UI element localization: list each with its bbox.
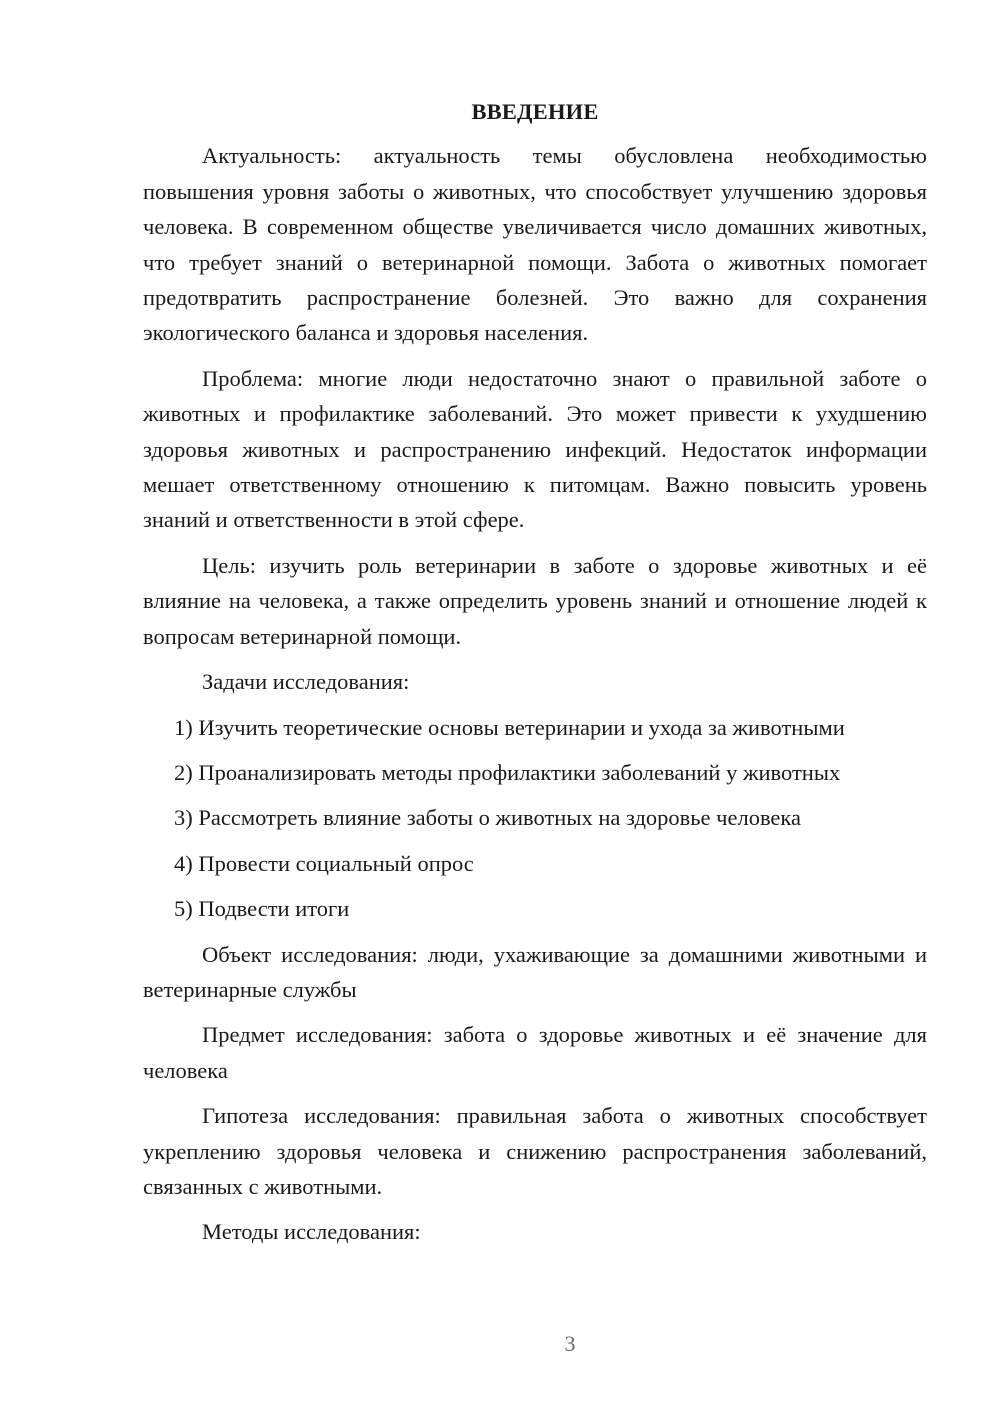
list-item-task-5: 5) Подвести итоги xyxy=(174,896,350,922)
list-item-task-3: 3) Рассмотреть влияние заботы о животных на здоровье человека xyxy=(174,805,802,831)
tasks-heading: Задачи исследования: xyxy=(202,669,410,695)
list-item-task-1: 1) Изучить теоретические основы ветеринарии и ухода за животными xyxy=(174,714,845,740)
paragraph-hypothesis: Гипотеза исследования: правильная забота о животных способствует укреплению здоровья человека и снижению распространения заболеваний, связанных с животными. xyxy=(143,1103,927,1199)
paragraph-object: Объект исследования: люди, ухаживающие за домашними животными и ветеринарные службы xyxy=(143,941,927,1002)
paragraph-relevance: Актуальность: актуальность темы обусловлена необходимостью повышения уровня заботы о животных, что способствует улучшению здоровья человека. В современном обществе увеличивается число домашних животных, что требует знаний о ветеринарной помощи. Забота о животных помогает предотвратить распространение болезней. Это важно для сохранения экологического баланса и здоровья населения. xyxy=(143,143,927,346)
page-title: ВВЕДЕНИЕ xyxy=(471,99,599,124)
list-item-task-2: 2) Проанализировать методы профилактики заболеваний у животных xyxy=(174,759,841,785)
page-number: 3 xyxy=(564,1331,576,1356)
tasks-list xyxy=(143,710,927,927)
page-content xyxy=(143,94,927,1260)
paragraph-problem: Проблема: многие люди недостаточно знают о правильной заботе о животных и профилактике заболеваний. Это может привести к ухудшению здоровья животных и распространению инфекций. Недостаток информации мешает ответственному отношению к питомцам. Важно повысить уровень знаний и ответственности в этой сфере. xyxy=(143,365,927,533)
list-item-task-4: 4) Провести социальный опрос xyxy=(174,850,474,876)
paragraph-subject: Предмет исследования: забота о здоровье животных и её значение для человека xyxy=(143,1022,927,1083)
methods-heading: Методы исследования: xyxy=(202,1219,421,1245)
paragraph-goal: Цель: изучить роль ветеринарии в заботе о здоровье животных и её влияние на человека, а также определить уровень знаний и отношение людей к вопросам ветеринарной помощи. xyxy=(143,552,927,649)
